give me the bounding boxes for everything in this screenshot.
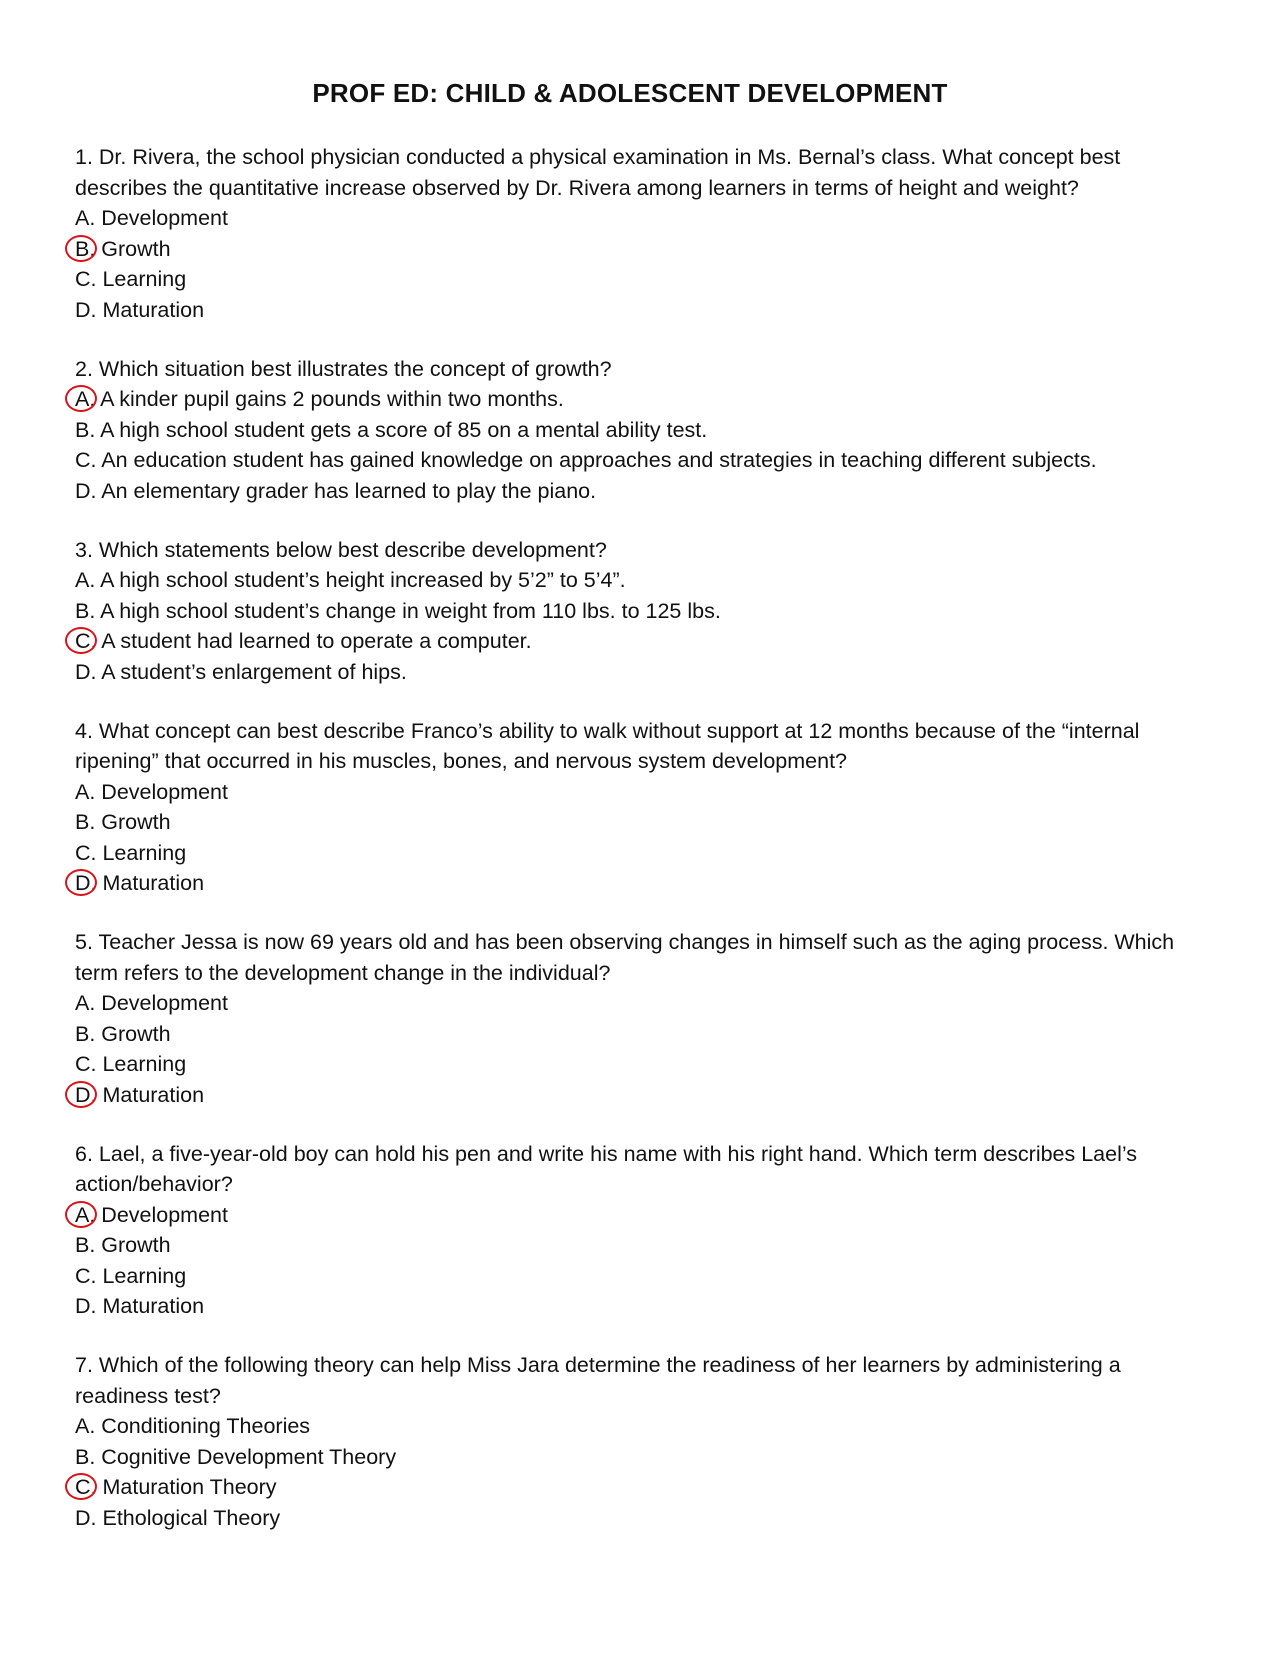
answer-option: C. An education student has gained knowledge on approaches and strategies in teaching different subjects. <box>75 448 1097 472</box>
answer-option: D. Maturation <box>75 1294 205 1318</box>
answer-option: A. Development <box>75 206 228 230</box>
question-3 <box>75 535 1215 688</box>
answer-circle-mark <box>65 869 97 896</box>
answer-option: C. Learning <box>75 1052 187 1076</box>
answer-option: B. Growth <box>75 1021 171 1046</box>
answer-option: C. Learning <box>75 840 187 865</box>
question-5 <box>75 927 1215 1110</box>
answer-circle-mark <box>65 1201 97 1228</box>
answer-option: B. Growth <box>75 234 1215 265</box>
answer-option: D. A student’s enlargement of hips. <box>75 659 407 684</box>
answer-option: A. A high school student’s height increased by 5’2” to 5’4”. <box>75 568 626 592</box>
answer-option: B. Growth <box>75 1233 171 1257</box>
answer-circle-mark <box>65 235 97 262</box>
question-text: 1. Dr. Rivera, the school physician conducted a physical examination in Ms. Bernal’s class. What concept best describes the quantitative increase observed by Dr. Rivera among learners in terms of height and weight? <box>75 145 1121 200</box>
document-title: PROF ED: CHILD & ADOLESCENT DEVELOPMENT <box>312 78 948 108</box>
answer-option: D. Maturation <box>75 297 205 322</box>
answer-option: B. Growth <box>75 810 171 834</box>
answer-option: C. Learning <box>75 1263 187 1288</box>
answer-circle-mark <box>65 1473 97 1500</box>
answer-option: A. Development <box>75 1200 1215 1231</box>
answer-circle-mark <box>65 385 97 412</box>
answer-option: D. An elementary grader has learned to play the piano. <box>75 478 597 503</box>
answer-option: D. Ethological Theory <box>75 1505 281 1530</box>
answer-option: D. Maturation <box>75 868 1215 899</box>
question-text: 5. Teacher Jessa is now 69 years old and has been observing changes in himself such as the aging process. Which term refers to the development change in the individual? <box>75 930 1175 985</box>
answer-option: C. Maturation Theory <box>75 1472 1215 1503</box>
question-2 <box>75 354 1215 507</box>
question-text: 7. Which of the following theory can help Miss Jara determine the readiness of her learners by administering a readiness test? <box>75 1353 1121 1408</box>
answer-option: B. A high school student’s change in weight from 110 lbs. to 125 lbs. <box>75 598 721 623</box>
answer-option: A. Conditioning Theories <box>75 1414 311 1438</box>
question-text: 6. Lael, a five-year-old boy can hold his pen and write his name with his right hand. Which term describes Lael’s action/behavior? <box>75 1141 1138 1196</box>
answer-option: C. A student had learned to operate a computer. <box>75 626 1215 657</box>
answer-option: A. Development <box>75 779 228 804</box>
answer-option: B. Cognitive Development Theory <box>75 1444 397 1469</box>
question-4 <box>75 716 1215 899</box>
answer-option: B. A high school student gets a score of 85 on a mental ability test. <box>75 417 708 442</box>
question-text: 2. Which situation best illustrates the concept of growth? <box>75 356 612 381</box>
question-7 <box>75 1350 1215 1533</box>
question-list <box>75 142 1215 1562</box>
question-6 <box>75 1139 1215 1322</box>
answer-circle-mark <box>65 1081 97 1108</box>
question-text: 3. Which statements below best describe development? <box>75 537 607 562</box>
answer-option: A. A kinder pupil gains 2 pounds within two months. <box>75 384 1215 415</box>
answer-option: A. Development <box>75 991 228 1015</box>
answer-option: C. Learning <box>75 267 187 291</box>
question-text: 4. What concept can best describe Franco’s ability to walk without support at 12 months because of the “internal ripening” that occurred in his muscles, bones, and nervous system development? <box>75 718 1140 773</box>
answer-circle-mark <box>65 627 97 654</box>
question-1 <box>75 142 1215 325</box>
answer-option: D. Maturation <box>75 1080 1215 1111</box>
